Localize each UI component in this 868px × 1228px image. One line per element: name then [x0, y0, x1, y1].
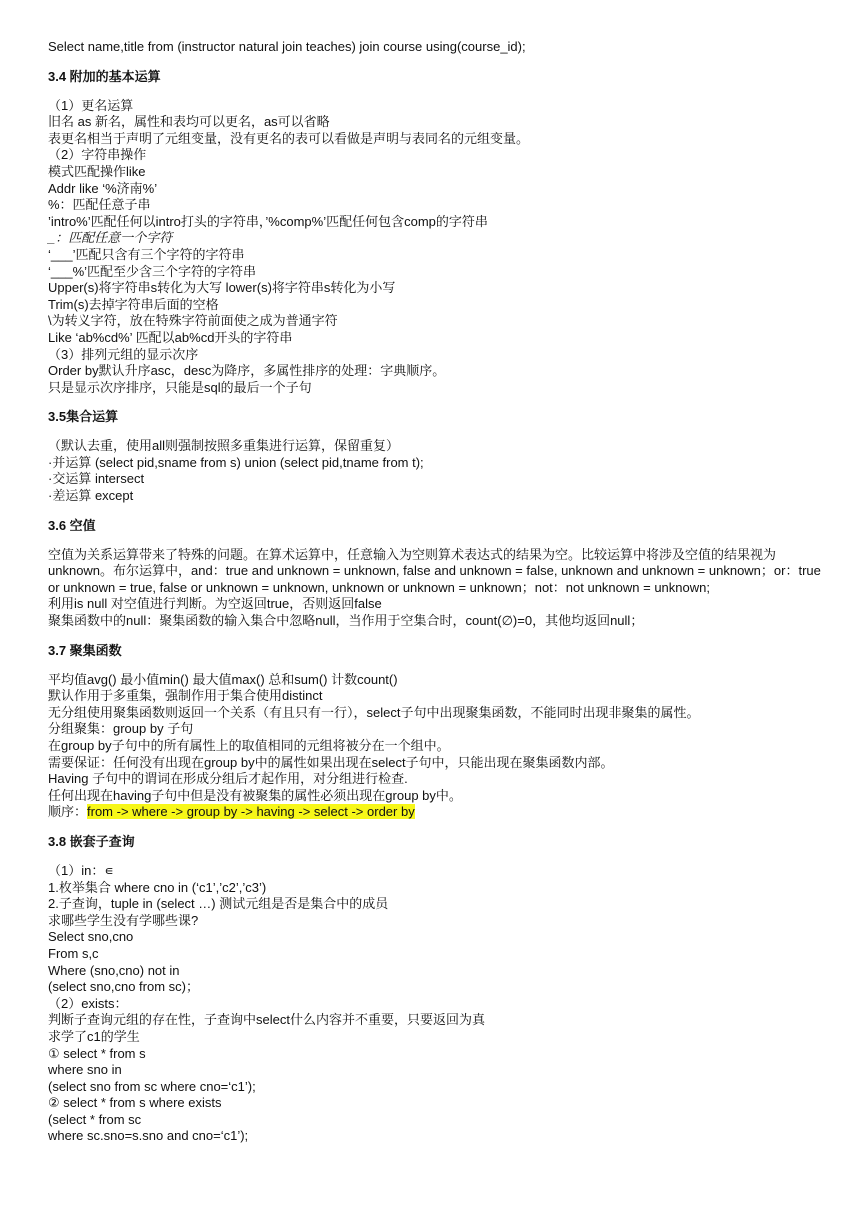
text-line: （1）in：∊: [48, 862, 114, 878]
text-line: 在group by子句中的所有属性上的取值相同的元组将被分在一个组中。: [48, 738, 450, 753]
text-line: (select * from sc: [48, 1111, 142, 1127]
text-line: where sc.sno=s.sno and cno=‘c1’);: [48, 1128, 249, 1144]
text-line: 1.枚举集合 where cno in (‘c1’,’c2’,’c3’): [48, 879, 267, 895]
text-line: （1）更名运算: [48, 97, 134, 113]
text-line: （2）字符串操作: [48, 147, 147, 163]
section-heading-3-5: 3.5集合运算: [48, 409, 119, 425]
text-line: （3）排列元组的显示次序: [48, 346, 199, 362]
text-line: _：匹配任意一个字符: [48, 230, 173, 246]
text-line: ‘___’匹配只含有三个字符的字符串: [48, 246, 245, 262]
text-line: 求哪些学生没有学哪些课?: [48, 912, 199, 928]
text-line: ·并运算 (select pid,sname from s) union (select pid,tname from t);: [48, 454, 424, 470]
text-line: ·差运算 except: [48, 488, 134, 504]
text-line: Where (sno,cno) not in: [48, 962, 180, 978]
text-line: ② select * from s where exists: [48, 1095, 222, 1111]
text-line: Upper(s)将字符串s转化为大写 lower(s)将字符串s转化为小写: [48, 280, 396, 296]
text-paragraph: 空值为关系运算带来了特殊的问题。在算术运算中，任意输入为空则算术表达式的结果为空。比较运算中将涉及空值的结果视为unknown。布尔运算中，and：true and unknown = unknown, false and unknown = false, unknown and unknown = unknown；or：true or unknown = true, false or unknown = unknown, unknown or unknown = unknown；not：not unknown = unknown;: [48, 546, 825, 595]
order-line: [48, 804, 823, 821]
section-body-3-7: [48, 672, 823, 821]
document-body: [48, 39, 823, 1145]
text-line: 平均值avg() 最小值min() 最大值max() 总和sum() 计数count(): [48, 671, 398, 687]
text-line: Select sno,cno: [48, 929, 134, 945]
section-heading-3-8: 3.8 嵌套子查询: [48, 833, 135, 849]
text-line: From s,c: [48, 945, 99, 961]
section-body-3-8: [48, 863, 823, 1145]
text-line: where sno in: [48, 1062, 122, 1078]
text-line: Addr like ‘%济南%’: [48, 180, 158, 196]
text-line: Like ‘ab%cd%’ 匹配以ab%cd开头的字符串: [48, 329, 293, 345]
text-line: 旧名 as 新名，属性和表均可以更名，as可以省略: [48, 114, 330, 130]
text-line: 判断子查询元组的存在性，子查询中select什么内容并不重要，只要返回为真: [48, 1012, 485, 1028]
text-line: Order by默认升序asc，desc为降序，多属性排序的处理：字典顺序。: [48, 363, 446, 379]
section-body-3-5: [48, 438, 823, 504]
text-line: （2）exists：: [48, 995, 128, 1011]
text-line: Having 子句中的谓词在形成分组后才起作用，对分组进行检查.: [48, 771, 408, 787]
text-line: 无分组使用聚集函数则返回一个关系（有且只有一行），select子句中出现聚集函数，不能同时出现非聚集的属性。: [48, 704, 700, 720]
text-line: 聚集函数中的null：聚集函数的输入集合中忽略null，当作用于空集合时，count(∅)=0，其他均返回null；: [48, 613, 644, 629]
text-line: Trim(s)去掉字符串后面的空格: [48, 296, 219, 312]
text-line: %：匹配任意子串: [48, 197, 151, 213]
section-heading-3-7: 3.7 聚集函数: [48, 642, 122, 658]
text-line: ·交运算 intersect: [48, 471, 145, 487]
text-line: 求学了c1的学生: [48, 1028, 140, 1044]
text-line: ‘___%’匹配至少含三个字符的字符串: [48, 263, 257, 279]
section-body-3-6: [48, 547, 823, 630]
text-line: ’intro%’匹配任何以intro打头的字符串，’%comp%’匹配任何包含comp的字符串: [48, 213, 488, 229]
order-highlight: from -> where -> group by -> having -> select -> order by: [87, 804, 415, 820]
text-line: 利用is null 对空值进行判断。为空返回true，否则返回false: [48, 596, 382, 612]
text-line: 需要保证：任何没有出现在group by中的属性如果出现在select子句中，只能出现在聚集函数内部。: [48, 754, 614, 770]
text-line: 2.子查询，tuple in (select …) 测试元组是否是集合中的成员: [48, 896, 389, 912]
section-heading-3-6: 3.6 空值: [48, 517, 96, 533]
intro-sql-line: Select name,title from (instructor natural join teaches) join course using(course_id);: [48, 39, 526, 54]
section-body-3-4: [48, 98, 823, 397]
text-line: 默认作用于多重集，强制作用于集合使用distinct: [48, 688, 323, 704]
text-line: (select sno,cno from sc)；: [48, 979, 199, 995]
text-line: 表更名相当于声明了元组变量，没有更名的表可以看做是声明与表同名的元组变量。: [48, 130, 530, 146]
text-line: ① select * from s: [48, 1045, 146, 1061]
order-label: 顺序：: [48, 804, 88, 820]
text-line: (select sno from sc where cno=‘c1’);: [48, 1078, 256, 1094]
text-line: 分组聚集：group by 子句: [48, 721, 194, 737]
section-heading-3-4: 3.4 附加的基本运算: [48, 68, 161, 84]
text-line: 模式匹配操作like: [48, 163, 146, 179]
text-line: \为转义字符，放在特殊字符前面使之成为普通字符: [48, 313, 338, 329]
text-line: 任何出现在having子句中但是没有被聚集的属性必须出现在group by中。: [48, 787, 462, 803]
text-line: 只是显示次序排序，只能是sql的最后一个子句: [48, 379, 312, 395]
text-line: （默认去重，使用all则强制按照多重集进行运算，保留重复）: [48, 438, 400, 454]
